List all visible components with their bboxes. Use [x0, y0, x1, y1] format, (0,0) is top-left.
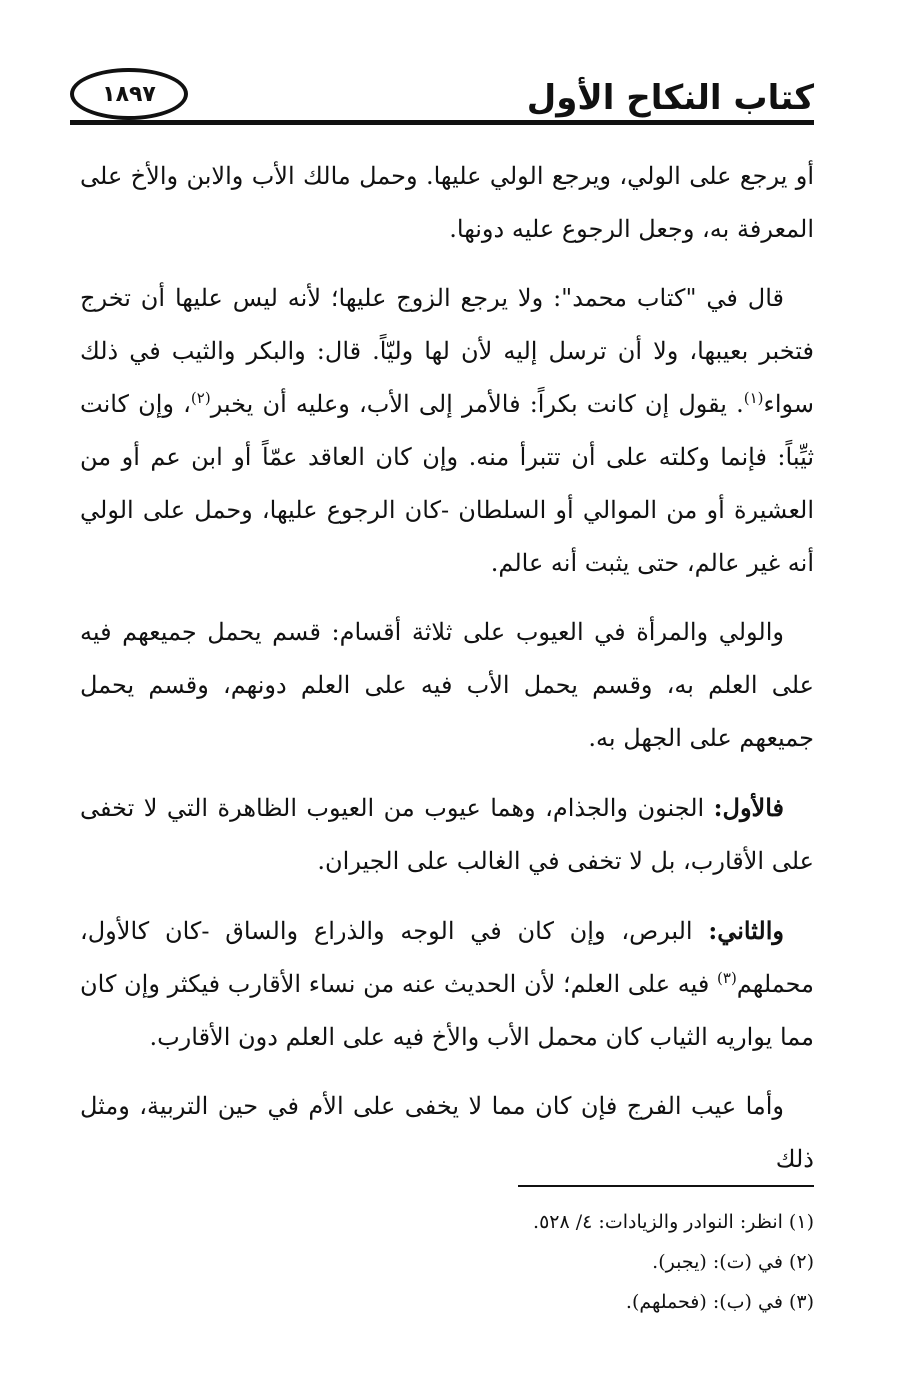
paragraph-2-text-b: . يقول إن كانت بكراً: فالأمر إلى الأب، وعليه أن يخبر — [210, 390, 744, 418]
page-header — [70, 56, 814, 128]
paragraph-2-text-a: قال في "كتاب محمد": ولا يرجع الزوج عليها؛ لأنه ليس عليها أن تخرج فتخبر بعيبها، ولا أن ترسل إليه لأن لها وليّاً. قال: والبكر والثيب في ذلك سواء — [80, 284, 814, 418]
footnote-3: (٣) في (ب): (فحملهم). — [625, 1291, 814, 1313]
footnotes — [380, 1202, 814, 1322]
paragraph-3-text: والولي والمرأة في العيوب على ثلاثة أقسام: قسم يحمل جميعهم فيه على العلم به، وقسم يحمل الأب فيه على العلم دونهم، وقسم يحمل جميعهم على الجهل به. — [80, 618, 814, 752]
book-title: كتاب النكاح الأول — [526, 78, 814, 118]
paragraph-5-text-b: فيه على العلم؛ لأن الحديث عنه من نساء الأقارب فيكثر وإن كان مما يواريه الثياب كان محمل الأب والأخ فيه على العلم دون الأقارب. — [80, 970, 814, 1051]
header-rule — [70, 120, 814, 125]
paragraph-3 — [80, 606, 814, 765]
paragraph-6-text: وأما عيب الفرج فإن كان مما لا يخفى على الأم في حين التربية، ومثل ذلك — [80, 1092, 814, 1173]
footnote-ref-1: (١) — [743, 389, 764, 407]
paragraph-4-text: الجنون والجذام، وهما عيوب من العيوب الظاهرة التي لا تخفى على الأقارب، بل لا تخفى في الغالب على الجيران. — [80, 794, 814, 875]
page-number-oval — [70, 68, 188, 120]
footnote-1: (١) انظر: النوادر والزيادات: ٤/ ٥٢٨. — [533, 1211, 814, 1233]
paragraph-4-lead: فالأول: — [713, 793, 784, 822]
paragraph-1-text: أو يرجع على الولي، ويرجع الولي عليها. وحمل مالك الأب والابن والأخ على المعرفة به، وجعل الرجوع عليه دونها. — [80, 162, 814, 243]
paragraph-6 — [80, 1080, 814, 1186]
paragraph-1 — [80, 150, 814, 256]
main-text — [80, 150, 814, 1202]
footnote-divider — [518, 1185, 814, 1187]
page-number: ١٨٩٧ — [102, 82, 156, 107]
paragraph-5-text-a: البرص، وإن كان في الوجه والذراع والساق -كان كالأول، محملهم — [80, 917, 814, 998]
paragraph-2 — [80, 272, 814, 590]
footnote-2: (٢) في (ت): (يجبر). — [652, 1251, 814, 1273]
paragraph-2-text-c: ، وإن كانت ثيِّباً: فإنما وكلته على أن تتبرأ منه. وإن كان العاقد عمّاً أو ابن عم أو من العشيرة أو من الموالي أو السلطان -كان الرجوع عليها، وحمل على الولي أنه غير عالم، حتى يثبت أنه عالم. — [80, 390, 814, 577]
footnote-ref-3: (٣) — [717, 969, 737, 987]
paragraph-4 — [80, 781, 814, 888]
footnote-ref-2: (٢) — [190, 389, 211, 407]
paragraph-5-lead: والثاني: — [708, 916, 784, 945]
paragraph-5 — [80, 904, 814, 1064]
